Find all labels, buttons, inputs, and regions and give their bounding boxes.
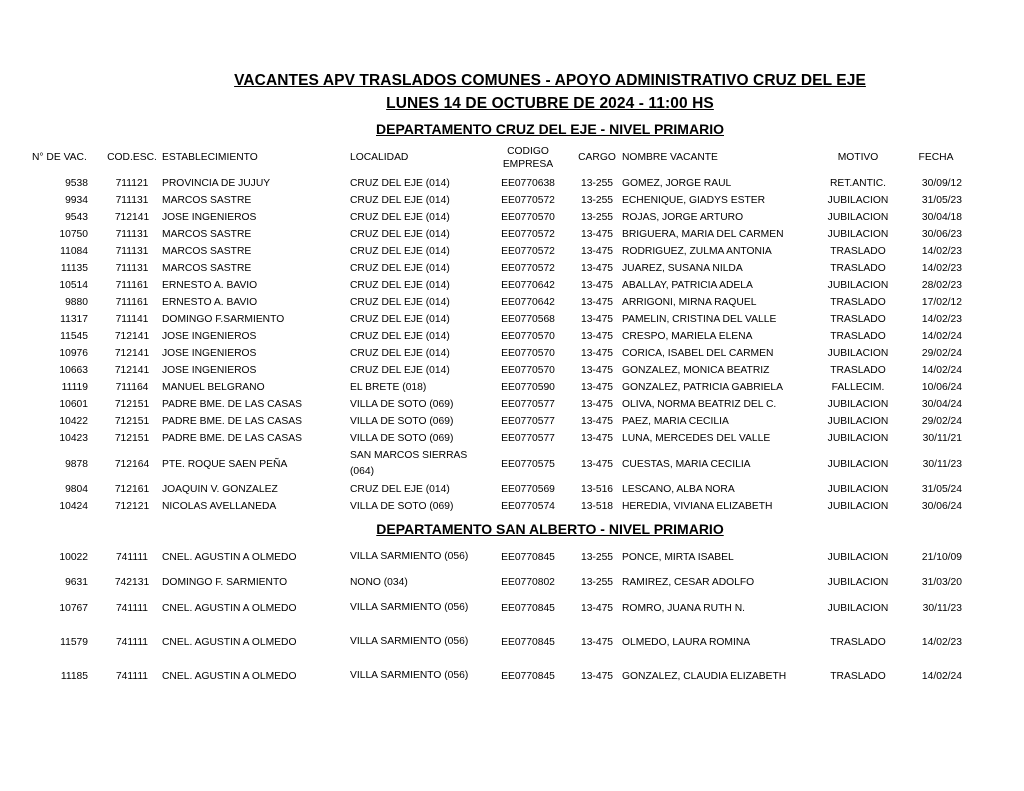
- cell-company-code: EE0770572: [501, 263, 555, 274]
- cell-establishment: CNEL. AGUSTIN A OLMEDO: [162, 551, 297, 563]
- cell-reason: JUBILACION: [827, 212, 889, 223]
- table-row: [22, 591, 974, 625]
- cell-vac-number: 10976: [59, 348, 88, 359]
- cell-position: 13-255: [580, 551, 614, 563]
- cell-vacancy-name: GONZALEZ, MONICA BEATRIZ: [622, 365, 770, 376]
- cell-school-code: 712141: [114, 348, 150, 359]
- cell-reason: RET.ANTIC.: [829, 178, 887, 189]
- cell-establishment: MARCOS SASTRE: [162, 246, 252, 257]
- cell-date: 28/02/23: [921, 280, 962, 291]
- cell-company-code: EE0770845: [501, 670, 555, 682]
- cell-company-code: EE0770590: [501, 382, 555, 393]
- cell-position: 13-518: [580, 501, 614, 512]
- cell-vac-number: 11135: [60, 263, 88, 274]
- cell-position: 13-475: [580, 331, 614, 342]
- cell-date: 10/06/24: [921, 382, 962, 393]
- cell-reason: JUBILACION: [827, 399, 889, 410]
- cell-establishment: JOSE INGENIEROS: [162, 348, 257, 359]
- cell-vac-number: 11119: [61, 382, 88, 393]
- cell-vac-number: 10601: [59, 399, 88, 410]
- cell-company-code: EE0770577: [501, 433, 555, 444]
- cell-establishment: JOSE INGENIEROS: [162, 365, 257, 376]
- cell-establishment: ERNESTO A. BAVIO: [162, 297, 258, 308]
- cell-vac-number: 10514: [59, 280, 88, 291]
- cell-vacancy-name: BRIGUERA, MARIA DEL CARMEN: [622, 229, 784, 240]
- cell-date: 14/02/23: [921, 263, 962, 274]
- cell-establishment: ERNESTO A. BAVIO: [162, 280, 258, 291]
- cell-vac-number: 11084: [60, 246, 88, 257]
- header-emp-line1: CODIGO: [507, 145, 549, 157]
- cell-establishment: DOMINGO F.SARMIENTO: [162, 314, 285, 325]
- cell-reason: TRASLADO: [830, 331, 886, 342]
- cell-vacancy-name: GOMEZ, JORGE RAUL: [622, 178, 732, 189]
- table-row: [22, 175, 974, 192]
- cell-vacancy-name: GONZALEZ, CLAUDIA ELIZABETH: [622, 670, 787, 682]
- header-fec: FECHA: [918, 152, 954, 163]
- cell-vacancy-name: PAMELIN, CRISTINA DEL VALLE: [622, 314, 777, 325]
- cell-reason: JUBILACION: [827, 602, 889, 614]
- table-row: [22, 243, 974, 260]
- cell-reason: JUBILACION: [827, 229, 889, 240]
- cell-establishment: JOSE INGENIEROS: [162, 331, 257, 342]
- cell-reason: TRASLADO: [830, 365, 886, 376]
- table-row: [22, 396, 974, 413]
- header-est: ESTABLECIMIENTO: [162, 152, 258, 163]
- cell-position: 13-475: [580, 433, 614, 444]
- cell-vacancy-name: ABALLAY, PATRICIA ADELA: [622, 280, 753, 291]
- cell-date: 30/11/23: [922, 458, 962, 470]
- cell-reason: JUBILACION: [827, 416, 889, 427]
- table-row: [22, 294, 974, 311]
- cell-establishment: PADRE BME. DE LAS CASAS: [162, 416, 303, 427]
- cell-position: 13-475: [580, 229, 614, 240]
- document-date: LUNES 14 DE OCTUBRE DE 2024 - 11:00 HS: [386, 95, 714, 112]
- cell-school-code: 711131: [115, 263, 149, 274]
- table-row: [22, 345, 974, 362]
- cell-locality: VILLA DE SOTO (069): [350, 501, 454, 512]
- cell-date: 17/02/12: [921, 297, 962, 308]
- cell-position: 13-475: [580, 365, 614, 376]
- cell-locality: VILLA SARMIENTO (056): [350, 551, 469, 562]
- cell-reason: TRASLADO: [830, 263, 886, 274]
- cell-school-code: 712151: [114, 399, 150, 410]
- cell-vacancy-name: ROJAS, JORGE ARTURO: [622, 212, 744, 223]
- vacancies-table-san-alberto: [22, 540, 974, 693]
- cell-company-code: EE0770845: [501, 551, 555, 563]
- cell-establishment: CNEL. AGUSTIN A OLMEDO: [162, 602, 297, 614]
- cell-company-code: EE0770577: [501, 416, 555, 427]
- cell-establishment: PADRE BME. DE LAS CASAS: [162, 399, 303, 410]
- cell-reason: TRASLADO: [830, 670, 886, 682]
- cell-establishment: MARCOS SASTRE: [162, 229, 252, 240]
- table-row: [22, 362, 974, 379]
- cell-position: 13-475: [580, 458, 614, 470]
- cell-vac-number: 10424: [59, 501, 88, 512]
- cell-position: 13-475: [580, 246, 614, 257]
- cell-school-code: 712151: [114, 433, 150, 444]
- cell-school-code: 711161: [115, 297, 149, 308]
- cell-date: 30/06/23: [921, 229, 962, 240]
- cell-reason: JUBILACION: [827, 280, 889, 291]
- cell-position: 13-475: [580, 348, 614, 359]
- cell-position: 13-475: [580, 602, 614, 614]
- cell-date: 14/02/23: [921, 246, 962, 257]
- cell-reason: FALLECIM.: [831, 382, 885, 393]
- cell-locality: VILLA DE SOTO (069): [350, 416, 454, 427]
- cell-company-code: EE0770569: [501, 484, 555, 495]
- vacancies-table-cruz-del-eje: [22, 140, 974, 515]
- cell-position: 13-475: [580, 382, 614, 393]
- cell-company-code: EE0770570: [501, 365, 555, 376]
- cell-vac-number: 10767: [59, 602, 88, 614]
- cell-date: 21/10/09: [921, 551, 962, 563]
- table-row: [22, 430, 974, 447]
- cell-locality: SAN MARCOS SIERRAS (064): [350, 450, 468, 477]
- cell-locality: NONO (034): [350, 577, 408, 588]
- cell-position: 13-255: [580, 195, 614, 206]
- cell-company-code: EE0770845: [501, 636, 555, 648]
- cell-vacancy-name: PONCE, MIRTA ISABEL: [622, 551, 734, 563]
- cell-locality: CRUZ DEL EJE (014): [350, 297, 450, 308]
- cell-vac-number: 9543: [65, 212, 88, 223]
- cell-vac-number: 9538: [65, 178, 88, 189]
- cell-position: 13-475: [580, 280, 614, 291]
- table-row: [22, 540, 974, 574]
- cell-locality: CRUZ DEL EJE (014): [350, 348, 450, 359]
- cell-establishment: CNEL. AGUSTIN A OLMEDO: [162, 670, 297, 682]
- table-row: [22, 447, 974, 481]
- cell-establishment: PROVINCIA DE JUJUY: [162, 178, 271, 189]
- cell-school-code: 741111: [115, 670, 149, 682]
- cell-school-code: 741111: [115, 636, 149, 648]
- cell-date: 14/02/24: [921, 331, 962, 342]
- cell-establishment: JOAQUIN V. GONZALEZ: [162, 484, 278, 495]
- cell-vac-number: 9804: [65, 484, 88, 495]
- cell-date: 14/02/24: [921, 670, 962, 682]
- cell-vac-number: 9934: [65, 195, 88, 206]
- cell-vacancy-name: RAMIREZ, CESAR ADOLFO: [622, 577, 755, 588]
- cell-reason: TRASLADO: [830, 636, 886, 648]
- section-title-san-alberto: DEPARTAMENTO SAN ALBERTO - NIVEL PRIMARIO: [376, 521, 724, 537]
- table-row: [22, 498, 974, 515]
- cell-vacancy-name: JUAREZ, SUSANA NILDA: [622, 263, 743, 274]
- cell-school-code: 712121: [114, 501, 150, 512]
- section-title-cruz-del-eje: DEPARTAMENTO CRUZ DEL EJE - NIVEL PRIMARIO: [376, 121, 724, 137]
- cell-school-code: 711131: [115, 229, 149, 240]
- cell-locality: VILLA DE SOTO (069): [350, 433, 454, 444]
- cell-position: 13-475: [580, 297, 614, 308]
- cell-vacancy-name: RODRIGUEZ, ZULMA ANTONIA: [622, 246, 772, 257]
- cell-vacancy-name: LESCANO, ALBA NORA: [622, 484, 735, 495]
- table-row: [22, 260, 974, 277]
- cell-locality: EL BRETE (018): [350, 382, 427, 393]
- cell-date: 31/05/24: [921, 484, 962, 495]
- cell-company-code: EE0770802: [501, 577, 555, 588]
- cell-reason: JUBILACION: [827, 501, 889, 512]
- cell-vac-number: 9631: [65, 577, 88, 588]
- cell-position: 13-475: [580, 399, 614, 410]
- cell-position: 13-255: [580, 212, 614, 223]
- table-body-cruz-del-eje: [22, 175, 974, 515]
- cell-vacancy-name: ARRIGONI, MIRNA RAQUEL: [622, 297, 757, 308]
- cell-school-code: 711131: [115, 246, 149, 257]
- cell-school-code: 711164: [115, 382, 149, 393]
- cell-date: 30/09/12: [921, 178, 962, 189]
- cell-reason: JUBILACION: [827, 458, 889, 470]
- cell-school-code: 741111: [115, 602, 149, 614]
- cell-date: 30/11/23: [922, 602, 962, 614]
- cell-vac-number: 10422: [59, 416, 88, 427]
- header-mot: MOTIVO: [837, 152, 879, 163]
- cell-position: 13-475: [580, 636, 614, 648]
- cell-date: 29/02/24: [921, 348, 962, 359]
- cell-school-code: 712141: [114, 365, 150, 376]
- cell-establishment: MARCOS SASTRE: [162, 263, 252, 274]
- cell-establishment: NICOLAS AVELLANEDA: [162, 501, 277, 512]
- cell-establishment: MANUEL BELGRANO: [162, 382, 265, 393]
- cell-vac-number: 10663: [59, 365, 88, 376]
- cell-vacancy-name: OLMEDO, LAURA ROMINA: [622, 636, 751, 648]
- table-row: [22, 192, 974, 209]
- cell-establishment: PTE. ROQUE SAEN PEÑA: [162, 458, 288, 470]
- table-row: [22, 481, 974, 498]
- table-row: [22, 328, 974, 345]
- table-row: [22, 226, 974, 243]
- cell-locality: VILLA DE SOTO (069): [350, 399, 454, 410]
- cell-vac-number: 11317: [60, 314, 88, 325]
- cell-establishment: JOSE INGENIEROS: [162, 212, 257, 223]
- cell-vacancy-name: CRESPO, MARIELA ELENA: [622, 331, 753, 342]
- cell-date: 14/02/24: [921, 365, 962, 376]
- header-car: CARGO: [578, 152, 616, 163]
- cell-company-code: EE0770845: [501, 602, 555, 614]
- cell-date: 31/05/23: [921, 195, 962, 206]
- cell-reason: JUBILACION: [827, 195, 889, 206]
- table-row: [22, 277, 974, 294]
- header-cod: COD.ESC.: [107, 152, 157, 163]
- cell-locality: CRUZ DEL EJE (014): [350, 212, 450, 223]
- cell-position: 13-516: [580, 484, 614, 495]
- cell-vac-number: 11185: [60, 670, 88, 682]
- header-emp: [484, 140, 572, 175]
- cell-reason: JUBILACION: [827, 484, 889, 495]
- cell-reason: TRASLADO: [830, 246, 886, 257]
- cell-establishment: MARCOS SASTRE: [162, 195, 252, 206]
- header-loc: LOCALIDAD: [350, 152, 409, 163]
- cell-company-code: EE0770574: [501, 501, 555, 512]
- header-emp-line2: EMPRESA: [502, 158, 554, 170]
- cell-company-code: EE0770570: [501, 331, 555, 342]
- cell-position: 13-475: [580, 670, 614, 682]
- cell-locality: CRUZ DEL EJE (014): [350, 314, 450, 325]
- cell-school-code: 741111: [115, 551, 149, 563]
- cell-vac-number: 9878: [65, 458, 88, 470]
- cell-reason: JUBILACION: [827, 433, 889, 444]
- cell-locality: VILLA SARMIENTO (056): [350, 670, 469, 681]
- cell-establishment: CNEL. AGUSTIN A OLMEDO: [162, 636, 297, 648]
- cell-company-code: EE0770642: [501, 297, 555, 308]
- cell-vac-number: 10750: [59, 229, 88, 240]
- cell-school-code: 712141: [114, 212, 150, 223]
- table-row: [22, 379, 974, 396]
- cell-date: 14/02/23: [921, 314, 962, 325]
- cell-establishment: DOMINGO F. SARMIENTO: [162, 577, 288, 588]
- cell-locality: CRUZ DEL EJE (014): [350, 263, 450, 274]
- table-row: [22, 625, 974, 659]
- cell-date: 30/04/24: [921, 399, 962, 410]
- cell-company-code: EE0770568: [501, 314, 555, 325]
- cell-vac-number: 10022: [59, 551, 88, 563]
- cell-school-code: 712141: [114, 331, 150, 342]
- cell-reason: TRASLADO: [830, 297, 886, 308]
- header-vac: N° DE VAC.: [32, 152, 87, 163]
- cell-vacancy-name: ECHENIQUE, GIADYS ESTER: [622, 195, 766, 206]
- cell-company-code: EE0770638: [501, 178, 555, 189]
- cell-locality: CRUZ DEL EJE (014): [350, 246, 450, 257]
- cell-company-code: EE0770575: [501, 458, 555, 470]
- cell-locality: CRUZ DEL EJE (014): [350, 280, 450, 291]
- cell-vacancy-name: CORICA, ISABEL DEL CARMEN: [622, 348, 774, 359]
- table-row: [22, 209, 974, 226]
- cell-reason: JUBILACION: [827, 348, 889, 359]
- cell-vacancy-name: PAEZ, MARIA CECILIA: [622, 416, 729, 427]
- cell-establishment: PADRE BME. DE LAS CASAS: [162, 433, 303, 444]
- cell-locality: CRUZ DEL EJE (014): [350, 331, 450, 342]
- document-title: VACANTES APV TRASLADOS COMUNES - APOYO ADMINISTRATIVO CRUZ DEL EJE: [234, 72, 866, 89]
- cell-school-code: 711131: [115, 195, 149, 206]
- table-header-row: [22, 140, 974, 175]
- table-row: [22, 574, 974, 591]
- cell-vac-number: 9880: [65, 297, 88, 308]
- table-row: [22, 413, 974, 430]
- cell-school-code: 711121: [115, 178, 149, 189]
- cell-date: 14/02/23: [921, 636, 962, 648]
- cell-position: 13-475: [580, 263, 614, 274]
- cell-company-code: EE0770642: [501, 280, 555, 291]
- cell-position: 13-475: [580, 314, 614, 325]
- cell-school-code: 742131: [114, 577, 150, 588]
- cell-date: 31/03/20: [921, 577, 962, 588]
- cell-school-code: 711161: [115, 280, 149, 291]
- cell-vac-number: 11545: [60, 331, 88, 342]
- cell-school-code: 711141: [115, 314, 149, 325]
- cell-company-code: EE0770572: [501, 246, 555, 257]
- cell-vacancy-name: OLIVA, NORMA BEATRIZ DEL C.: [622, 399, 777, 410]
- cell-locality: VILLA SARMIENTO (056): [350, 636, 469, 647]
- cell-date: 30/04/18: [921, 212, 962, 223]
- table-body-san-alberto: [22, 540, 974, 693]
- cell-vacancy-name: ROMRO, JUANA RUTH N.: [622, 602, 745, 614]
- cell-school-code: 712161: [114, 484, 150, 495]
- cell-locality: CRUZ DEL EJE (014): [350, 365, 450, 376]
- cell-vacancy-name: GONZALEZ, PATRICIA GABRIELA: [622, 382, 783, 393]
- cell-date: 29/02/24: [921, 416, 962, 427]
- cell-vacancy-name: LUNA, MERCEDES DEL VALLE: [622, 433, 771, 444]
- cell-company-code: EE0770570: [501, 212, 555, 223]
- cell-locality: CRUZ DEL EJE (014): [350, 229, 450, 240]
- cell-company-code: EE0770570: [501, 348, 555, 359]
- cell-reason: TRASLADO: [830, 314, 886, 325]
- cell-vac-number: 10423: [59, 433, 88, 444]
- cell-date: 30/11/21: [922, 433, 962, 444]
- cell-school-code: 712164: [114, 458, 150, 470]
- table-row: [22, 311, 974, 328]
- cell-company-code: EE0770577: [501, 399, 555, 410]
- cell-school-code: 712151: [114, 416, 150, 427]
- cell-date: 30/06/24: [921, 501, 962, 512]
- cell-locality: CRUZ DEL EJE (014): [350, 195, 450, 206]
- header-nom: NOMBRE VACANTE: [622, 152, 718, 163]
- cell-company-code: EE0770572: [501, 195, 555, 206]
- cell-reason: JUBILACION: [827, 577, 889, 588]
- cell-vac-number: 11579: [60, 636, 88, 648]
- cell-position: 13-475: [580, 416, 614, 427]
- cell-locality: VILLA SARMIENTO (056): [350, 602, 469, 613]
- cell-vacancy-name: HEREDIA, VIVIANA ELIZABETH: [622, 501, 773, 512]
- table-row: [22, 659, 974, 693]
- cell-reason: JUBILACION: [827, 551, 889, 563]
- cell-locality: CRUZ DEL EJE (014): [350, 484, 450, 495]
- cell-locality: CRUZ DEL EJE (014): [350, 178, 450, 189]
- cell-position: 13-255: [580, 178, 614, 189]
- cell-position: 13-255: [580, 577, 614, 588]
- cell-vacancy-name: CUESTAS, MARIA CECILIA: [622, 458, 751, 470]
- cell-company-code: EE0770572: [501, 229, 555, 240]
